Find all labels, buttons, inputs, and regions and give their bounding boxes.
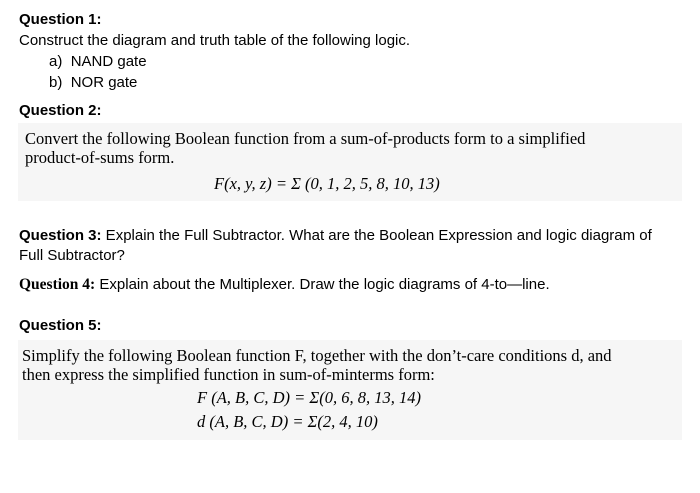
list-item-b bbox=[49, 73, 137, 93]
question-2-line-1: Convert the following Boolean function from a sum-of-products form to a simplified bbox=[25, 129, 586, 148]
question-2-equation: F(x, y, z) = Σ (0, 1, 2, 5, 8, 10, 13) bbox=[214, 174, 440, 193]
question-5-line-2: then express the simplified function in sum-of-minterms form: bbox=[22, 365, 435, 384]
question-5-equation-f: F (A, B, C, D) = Σ(0, 6, 8, 13, 14) bbox=[197, 388, 421, 407]
question-3-heading: Question 3: bbox=[19, 227, 102, 244]
question-2-line-2: product-of-sums form. bbox=[25, 148, 175, 167]
question-4-heading: Question 4: bbox=[19, 276, 96, 293]
question-4-line bbox=[19, 275, 550, 295]
list-marker: a) bbox=[49, 53, 63, 70]
question-3-text: Explain the Full Subtractor. What are the Boolean Expression and logic diagram of bbox=[101, 227, 652, 244]
question-3-line-1 bbox=[19, 226, 652, 246]
question-4-text: Explain about the Multiplexer. Draw the logic diagrams of 4-to—line. bbox=[95, 276, 550, 293]
question-1-heading: Question 1: bbox=[19, 11, 102, 28]
question-5-line-1: Simplify the following Boolean function F, together with the don’t-care conditions d, and bbox=[22, 346, 612, 365]
question-3-line-2: Full Subtractor? bbox=[19, 247, 125, 264]
list-item-text: NOR gate bbox=[70, 74, 138, 91]
question-5-heading: Question 5: bbox=[19, 317, 102, 334]
question-2-heading: Question 2: bbox=[19, 102, 102, 119]
list-marker: b) bbox=[49, 74, 63, 91]
list-item-text: NAND gate bbox=[70, 53, 147, 70]
list-item-a bbox=[49, 52, 147, 72]
question-1-instruction: Construct the diagram and truth table of the following logic. bbox=[19, 32, 411, 49]
question-5-equation-d: d (A, B, C, D) = Σ(2, 4, 10) bbox=[197, 412, 378, 431]
